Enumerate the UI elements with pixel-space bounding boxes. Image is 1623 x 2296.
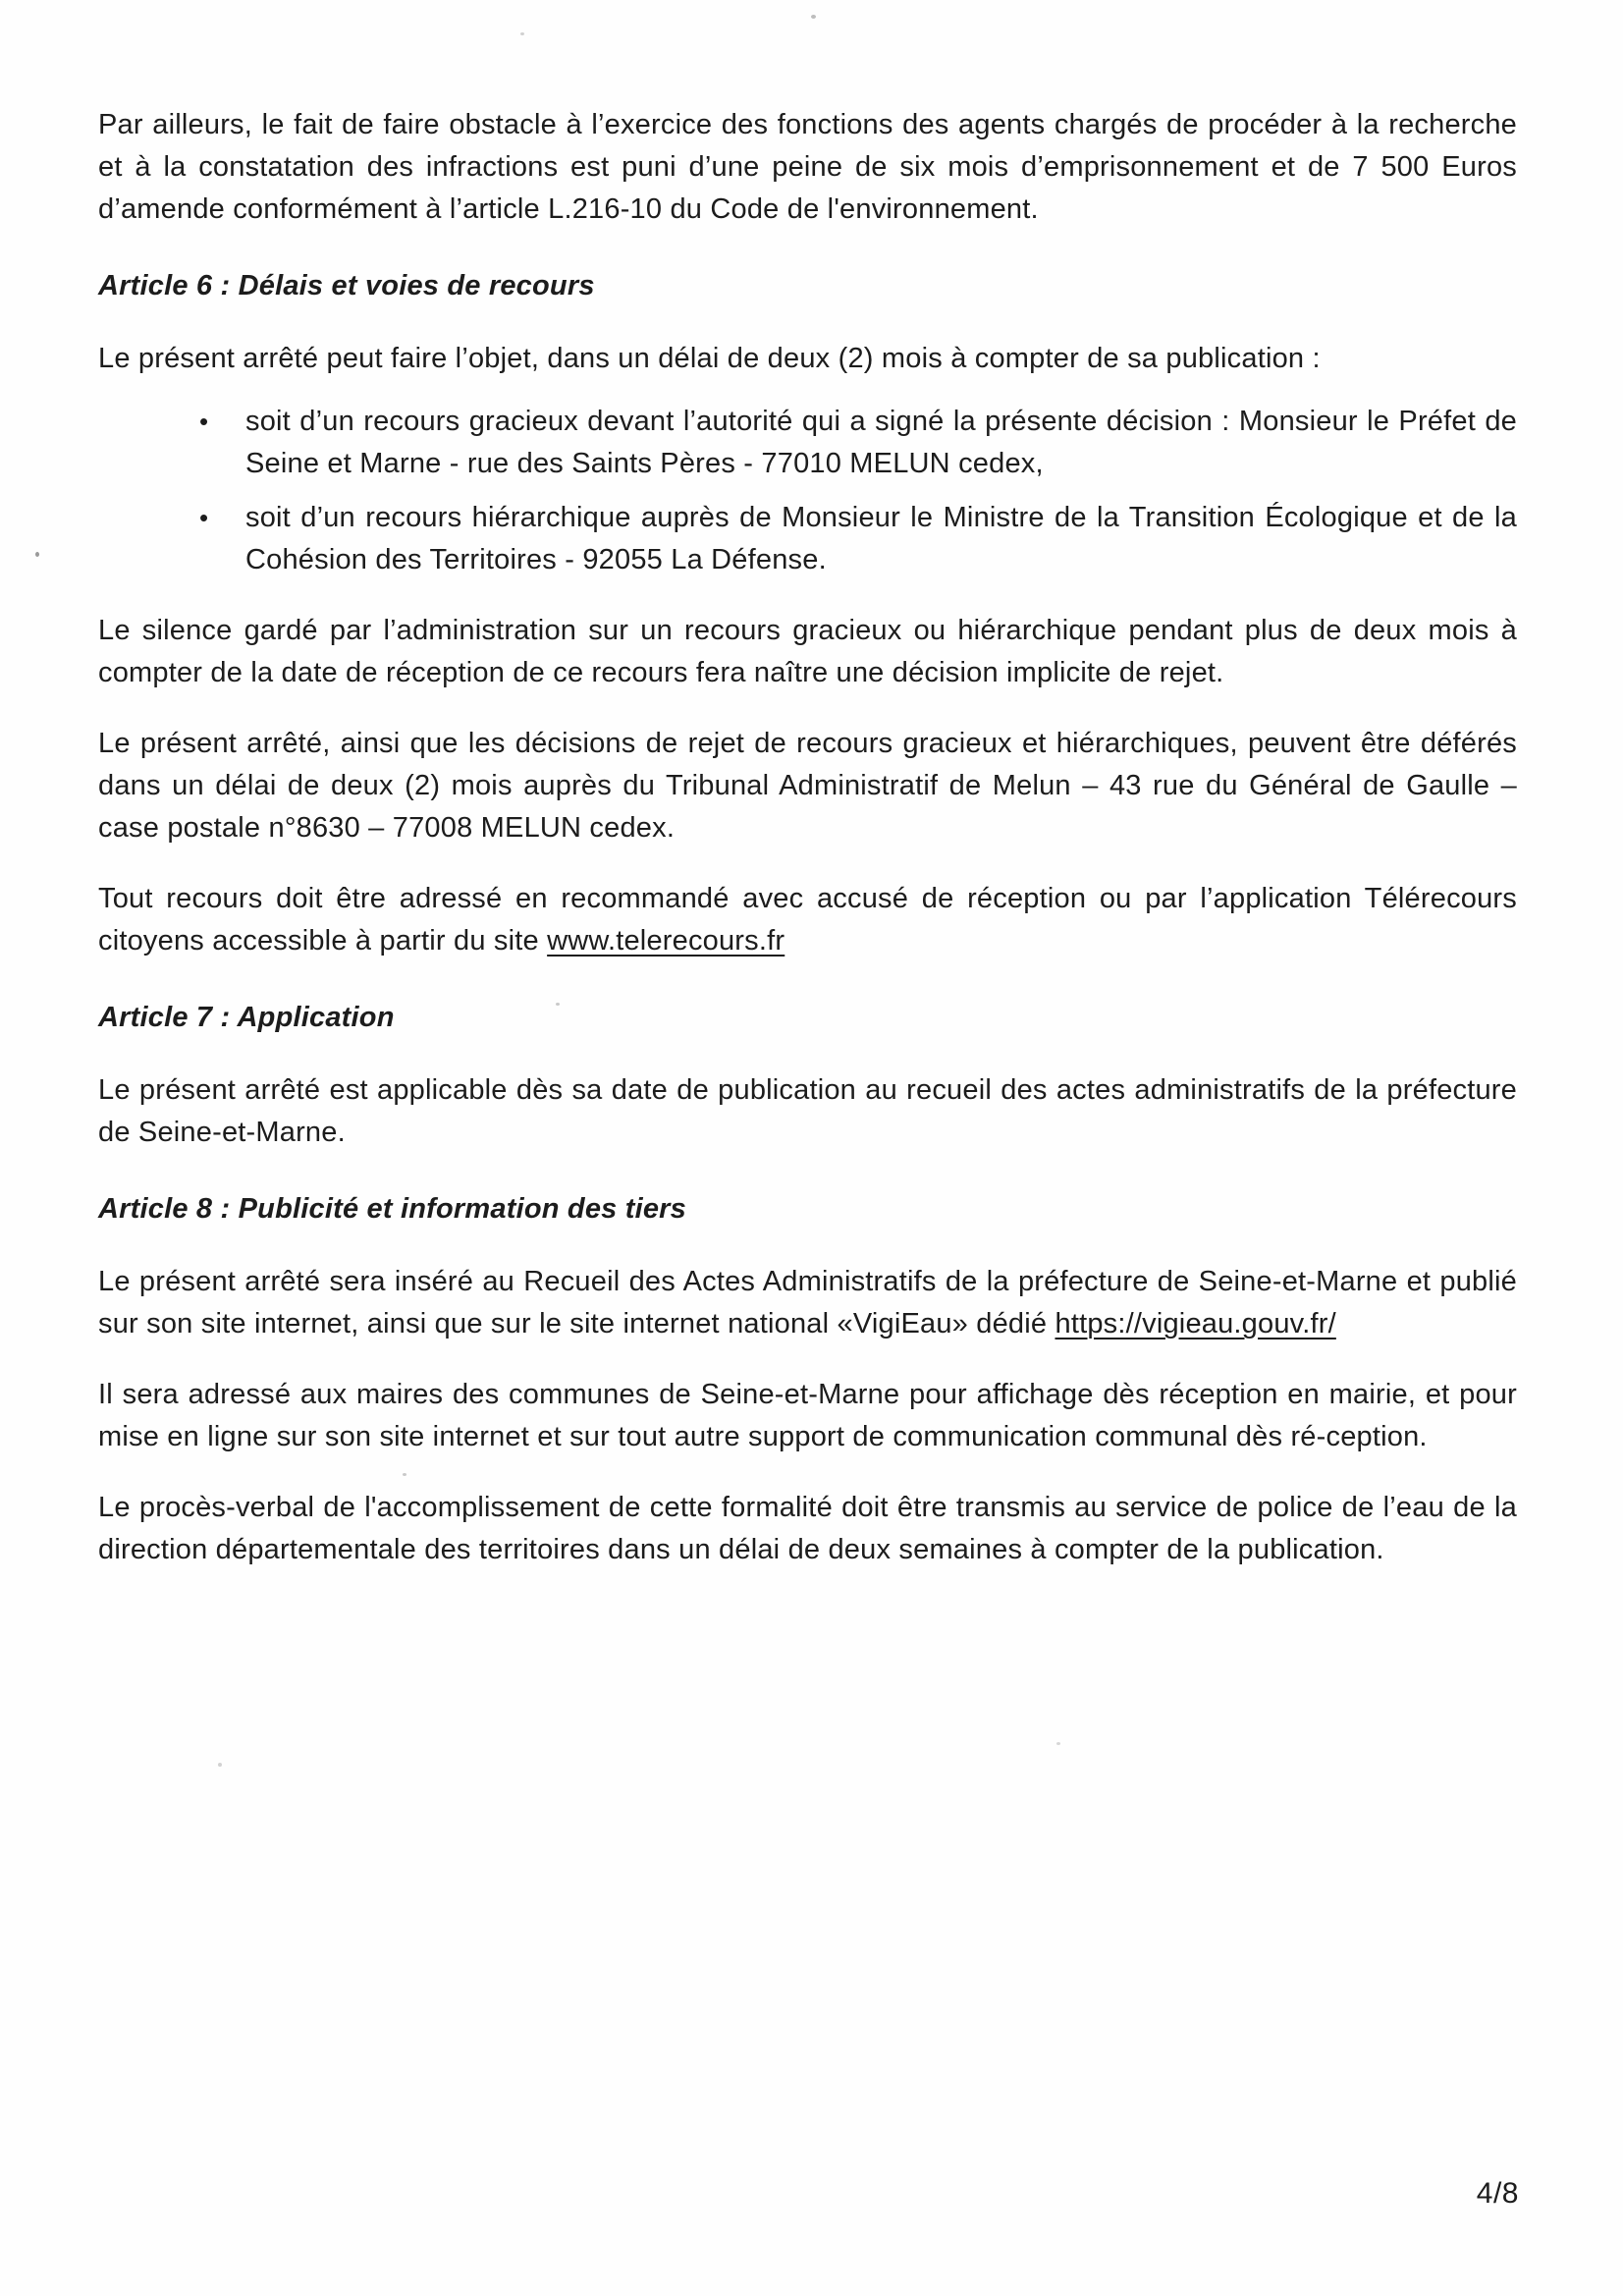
scan-speck — [1056, 1742, 1060, 1745]
paragraph-delai-intro: Le présent arrêté peut faire l’objet, dans un délai de deux (2) mois à compter de sa publication : — [98, 343, 1321, 374]
paragraph-telerecours — [98, 878, 1517, 962]
recours-list — [98, 401, 1517, 581]
scan-speck — [556, 1003, 560, 1006]
bullet-icon: • — [199, 407, 209, 436]
scan-speck — [520, 32, 524, 35]
bullet-icon: • — [199, 503, 209, 532]
vigieau-link[interactable]: https://vigieau.gouv.fr/ — [1055, 1308, 1336, 1339]
page-number: 4/8 — [1476, 2177, 1519, 2210]
telerecours-link[interactable]: www.telerecours.fr — [547, 925, 785, 957]
list-item-text: soit d’un recours gracieux devant l’autorité qui a signé la présente décision : Monsieur le Préfet de Seine et Marne - rue des Saints Pères - 77010 MELUN cedex, — [245, 406, 1517, 479]
paragraph-publication — [98, 1261, 1517, 1345]
paragraph-tribunal: Le présent arrêté, ainsi que les décisions de rejet de recours gracieux et hiérarchiques, peuvent être déférés dans un délai de deux (2) mois auprès du Tribunal Administratif de Melun – 43 rue du Général de Gaulle – case postale n°8630 – 77008 MELUN cedex. — [98, 728, 1517, 844]
list-item-text: soit d’un recours hiérarchique auprès de Monsieur le Ministre de la Transition Écologique et de la Cohésion des Territoires - 92055 La Défense. — [245, 502, 1517, 575]
paragraph-silence: Le silence gardé par l’administration sur un recours gracieux ou hiérarchique pendant plus de deux mois à compter de la date de réception de ce recours fera naître une décision implicite de rejet. — [98, 615, 1517, 688]
list-item-recours-hierarchique — [199, 497, 1517, 581]
scan-speck — [403, 1473, 406, 1476]
article-6-heading: Article 6 : Délais et voies de recours — [98, 270, 595, 301]
paragraph-mairies: Il sera adressé aux maires des communes de Seine-et-Marne pour affichage dès réception en mairie, et pour mise en ligne sur son site internet et sur tout autre support de communication communal dès ré-ception. — [98, 1379, 1517, 1452]
paragraph-application: Le présent arrêté est applicable dès sa date de publication au recueil des actes administratifs de la préfecture de Seine-et-Marne. — [98, 1074, 1517, 1148]
paragraph-publication-text: Le présent arrêté sera inséré au Recueil des Actes Administratifs de la préfecture de Seine-et-Marne et publié sur son site internet, ainsi que sur le site internet national «VigiEau» dédié — [98, 1266, 1517, 1339]
list-item-recours-gracieux — [199, 401, 1517, 485]
article-8-heading: Article 8 : Publicité et information des tiers — [98, 1193, 686, 1225]
article-7-heading: Article 7 : Application — [98, 1002, 395, 1033]
scan-speck — [35, 552, 39, 557]
paragraph-telerecours-text: Tout recours doit être adressé en recommandé avec accusé de réception ou par l’application Télérecours citoyens accessible à partir du site — [98, 883, 1517, 957]
scan-speck — [218, 1763, 222, 1767]
paragraph-sanctions: Par ailleurs, le fait de faire obstacle à l’exercice des fonctions des agents chargés de procéder à la recherche et à la constatation des infractions est puni d’une peine de six mois d’emprisonnement et de 7 500 Euros d’amende conformément à l’article L.216-10 du Code de l'environnement. — [98, 109, 1517, 225]
scan-speck — [811, 15, 816, 19]
paragraph-proces-verbal: Le procès-verbal de l'accomplissement de cette formalité doit être transmis au service de police de l’eau de la direction départementale des territoires dans un délai de deux semaines à compter de la publication. — [98, 1492, 1517, 1565]
